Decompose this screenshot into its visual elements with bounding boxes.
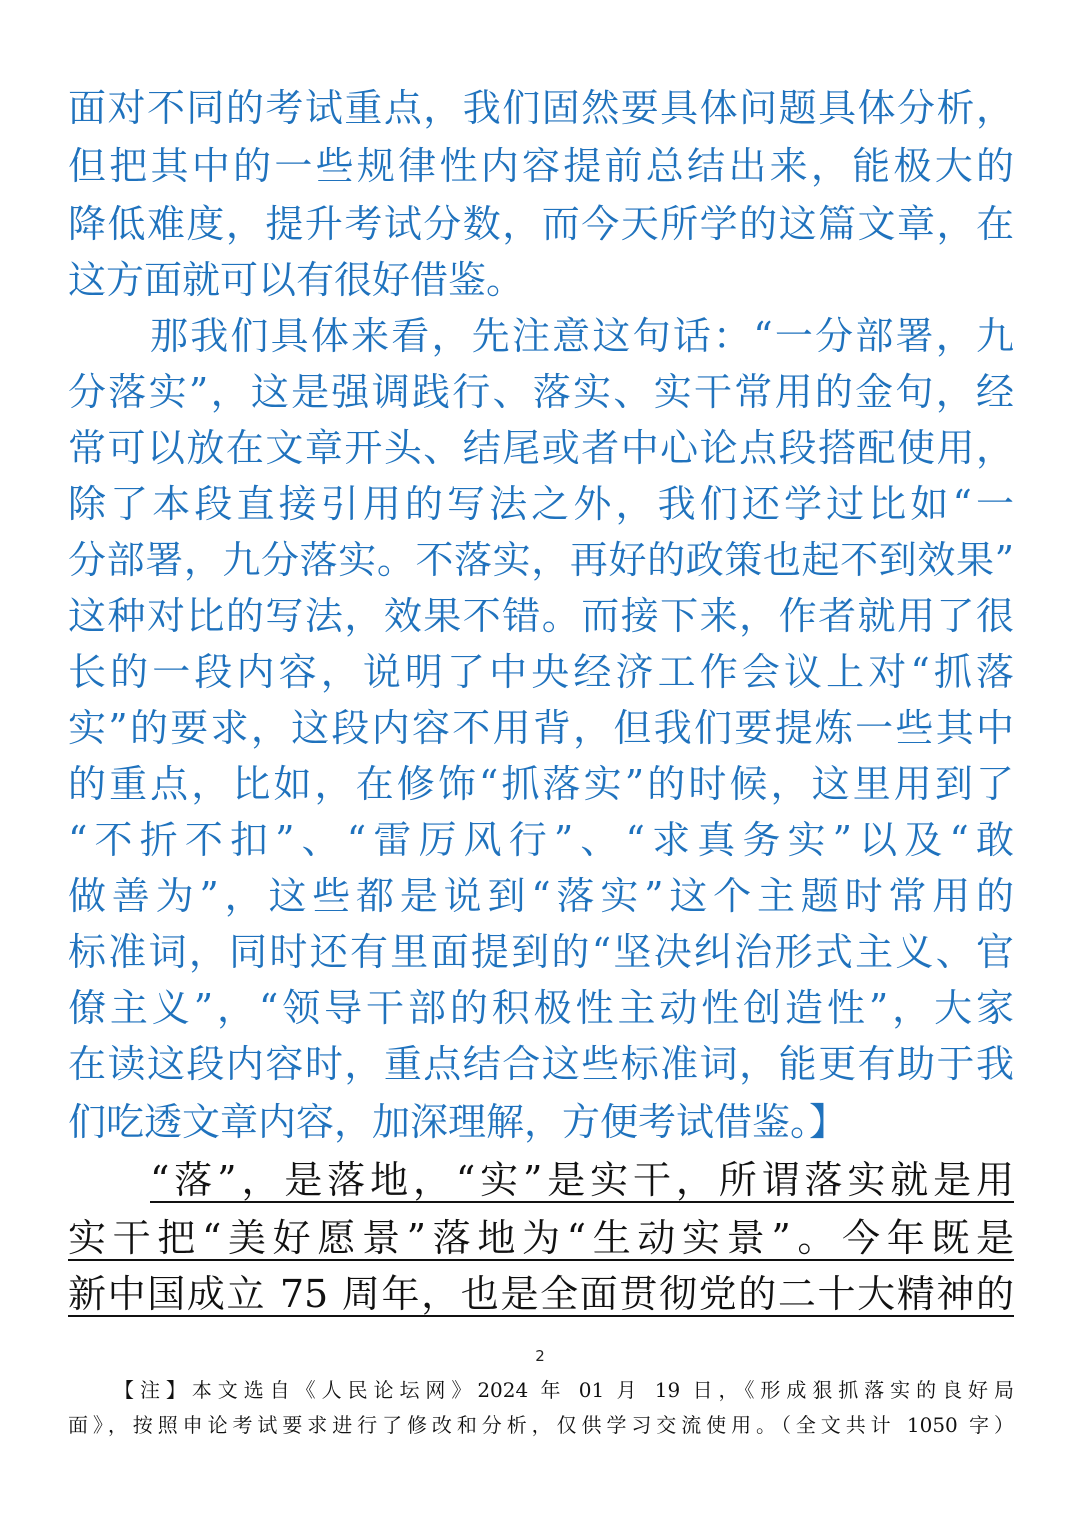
commentary-line: 标准词，同时还有里面提到的“坚决纠治形式主义、官: [68, 930, 1014, 974]
commentary-line: 面对不同的考试重点，我们固然要具体问题具体分析，: [68, 86, 1014, 130]
commentary-line: 分部署，九分落实。不落实，再好的政策也起不到效果”: [68, 538, 1014, 582]
commentary-line: 除了本段直接引用的写法之外，我们还学过比如“一: [68, 482, 1014, 526]
page-number: 2: [535, 1347, 545, 1365]
commentary-line: 做善为”，这些都是说到“落实”这个主题时常用的: [68, 874, 1014, 918]
commentary-line: 降低难度，提升考试分数，而今天所学的这篇文章，在: [68, 202, 1014, 246]
body-line: 新中国成立 75 周年，也是全面贯彻党的二十大精神的: [68, 1272, 1014, 1316]
commentary-line: 们吃透文章内容，加深理解，方便考试借鉴。】: [68, 1100, 848, 1144]
commentary-line: 常可以放在文章开头、结尾或者中心论点段搭配使用，: [68, 426, 1014, 470]
commentary-line: 僚主义”，“领导干部的积极性主动性创造性”，大家: [68, 986, 1014, 1030]
commentary-line: 这方面就可以有很好借鉴。: [68, 258, 525, 302]
commentary-line: 分落实”，这是强调践行、落实、实干常用的金句，经: [68, 370, 1014, 414]
source-note-line: 【注】本文选自《人民论坛网》2024 年 01 月 19 日，《形成狠抓落实的良好局: [114, 1378, 1014, 1402]
commentary-line: 这种对比的写法，效果不错。而接下来，作者就用了很: [68, 594, 1014, 638]
source-note-line: 面》，按照申论考试要求进行了修改和分析，仅供学习交流使用。（全文共计 1050 字）: [68, 1413, 1014, 1437]
commentary-line: 长的一段内容，说明了中央经济工作会议上对“抓落: [68, 650, 1014, 694]
commentary-line: 但把其中的一些规律性内容提前总结出来，能极大的: [68, 144, 1014, 188]
commentary-line: “不折不扣”、“雷厉风行”、“求真务实”以及“敢: [68, 818, 1014, 862]
commentary-line: 在读这段内容时，重点结合这些标准词，能更有助于我: [68, 1042, 1014, 1086]
commentary-line: 实”的要求，这段内容不用背，但我们要提炼一些其中: [68, 706, 1014, 750]
commentary-line: 那我们具体来看，先注意这句话：“一分部署，九: [150, 314, 1014, 358]
body-line: “落”，是落地，“实”是实干，所谓落实就是用: [150, 1158, 1014, 1202]
body-line: 实干把“美好愿景”落地为“生动实景”。今年既是: [68, 1216, 1014, 1260]
commentary-line: 的重点，比如，在修饰“抓落实”的时候，这里用到了: [68, 762, 1014, 806]
